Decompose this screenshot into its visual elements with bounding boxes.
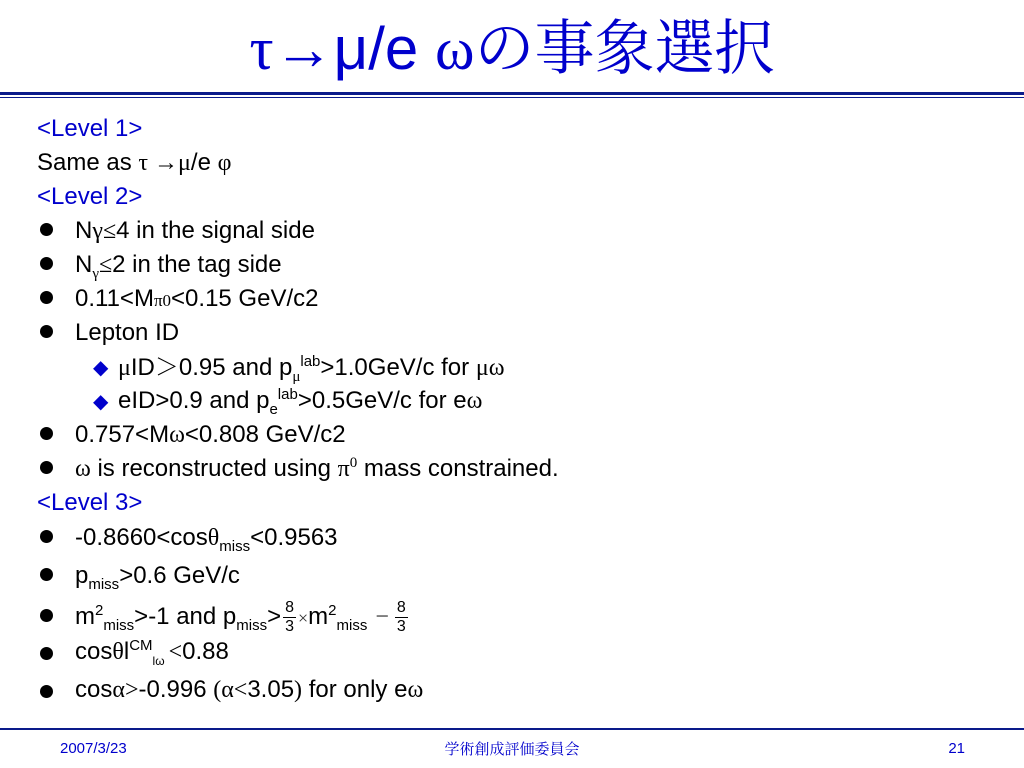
level1-header: <Level 1>	[37, 115, 143, 142]
footer-page-number: 21	[948, 740, 965, 757]
bullet-dot	[40, 647, 53, 660]
footer-date: 2007/3/23	[60, 740, 127, 757]
bullet-dot	[40, 291, 53, 304]
title-rule	[0, 92, 1024, 95]
level2-item-lepton-id: Lepton ID	[75, 319, 180, 346]
level3-header: <Level 3>	[37, 489, 143, 516]
bullet-dot	[40, 530, 53, 543]
level2-sub-muid: μID＞0.95 and $p_\mu^{lab}>1.0GeV/c$ for μω	[118, 353, 505, 385]
level2-item-mpi0: 0.11<Mπ0<0.15 GeV/c2	[75, 285, 319, 312]
level2-item-omega-reco: ω is reconstructed using $\pi^0$ mass constrained.	[75, 455, 559, 482]
bullet-dot	[40, 461, 53, 474]
bullet-dot	[40, 685, 53, 698]
bullet-dot	[40, 325, 53, 338]
bullet-dot	[40, 568, 53, 581]
level2-sub-eid: eID>0.9 and $p_e^{lab}>0.5GeV/c$ for eω	[118, 386, 483, 418]
diamond-bullet-icon: ◆	[93, 389, 109, 413]
bullet-dot	[40, 257, 53, 270]
fraction-eight-thirds: $\frac{8}{3}$	[285, 599, 295, 636]
diamond-bullet-icon: ◆	[93, 355, 109, 379]
title-rule-thin	[0, 97, 1024, 98]
level3-item-pmiss: $p_{miss}>0.6$ GeV/c	[75, 562, 240, 593]
level1-same-as: Same as τ →μ/e φ	[37, 149, 232, 176]
bullet-dot	[40, 427, 53, 440]
level3-item-cos-alpha: cosα>-0.996 (α<3.05) for only eω	[75, 676, 424, 703]
bullet-dot	[40, 223, 53, 236]
footer-organization: 学術創成評価委員会	[444, 740, 580, 758]
level3-item-cos-theta-l: cosθl$^{CM}_{l\omega}$ <0.88	[75, 637, 229, 668]
level2-header: <Level 2>	[37, 183, 143, 210]
footer-rule	[0, 728, 1024, 730]
level3-item-cos-theta-miss: -0.8660<cosθ$_{miss}$<0.9563	[75, 524, 338, 555]
level3-item-mmiss: $m^2_{miss}>-1$ and $p_{miss}>$ $\frac{8}{3}$ $\times m^2_{miss}$ − $\frac{8}{3}$	[75, 599, 406, 636]
bullet-dot	[40, 609, 53, 622]
level2-item-momega: 0.757<Mω<0.808 GeV/c2	[75, 421, 346, 448]
slide-title: τ→μ/e ωの事象選択	[249, 14, 775, 84]
level2-item-signal: Nγ≤4 in the signal side	[75, 217, 315, 244]
fraction-eight-thirds: $\frac{8}{3}$	[396, 599, 406, 636]
level2-item-tag: $N_\gamma\le 2$ in the tag side	[75, 251, 282, 282]
